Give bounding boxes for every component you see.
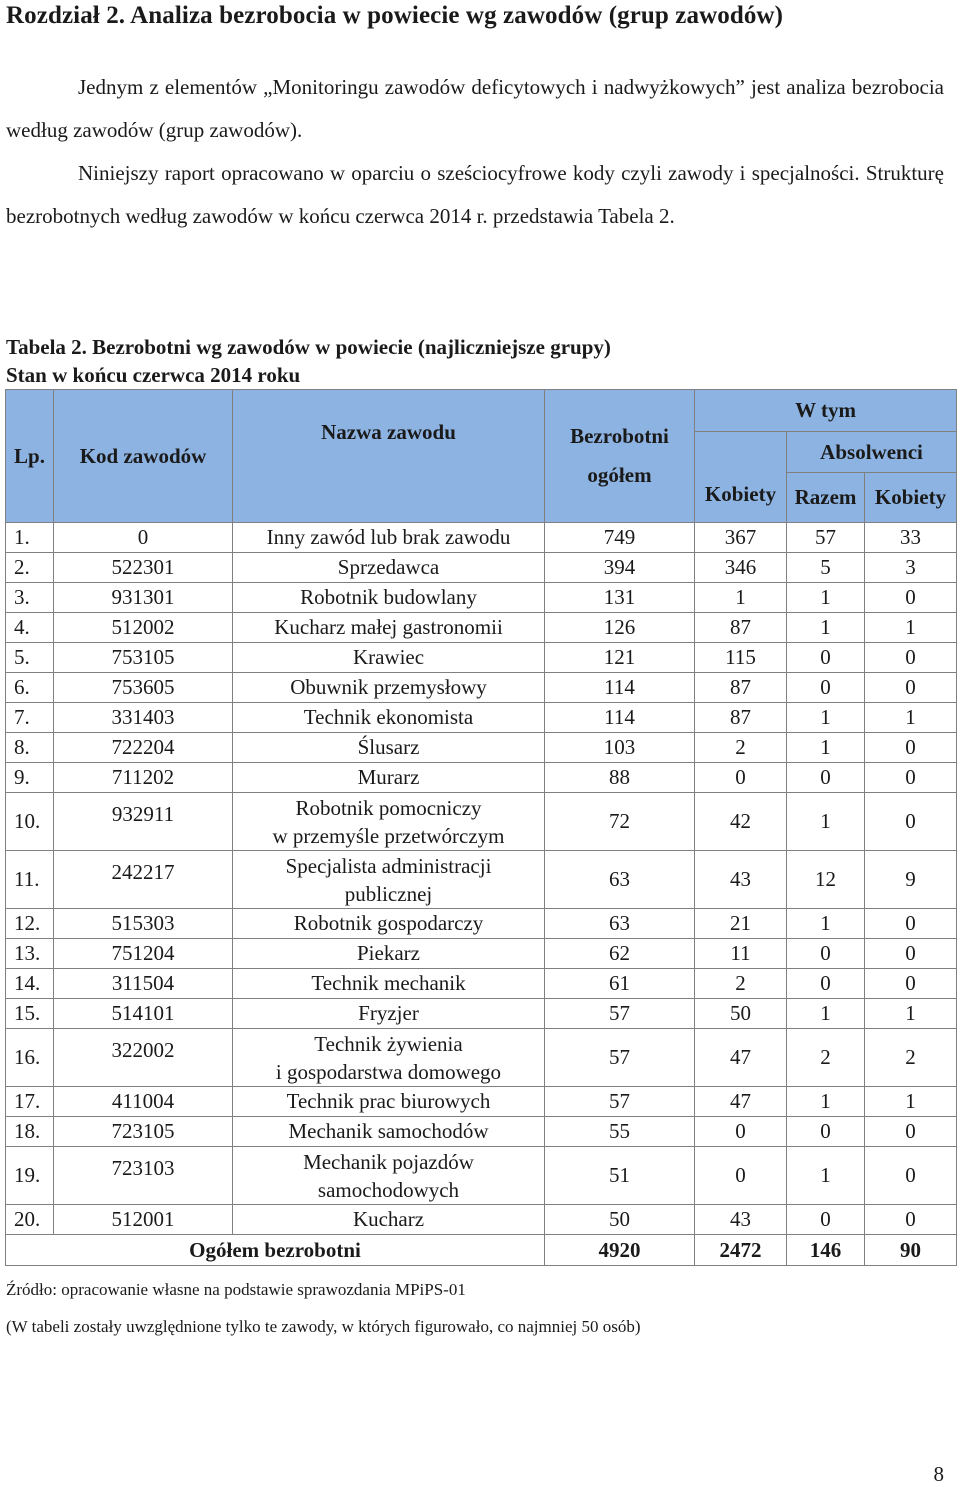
- cell-ogolem: 55: [545, 1117, 695, 1147]
- cell-abs-razem: 1: [787, 1147, 865, 1205]
- cell-nazwa: Fryzjer: [233, 999, 545, 1029]
- table-row: [6, 999, 957, 1029]
- cell-abs-kobiety: 0: [865, 643, 957, 673]
- header-absolwenci: Absolwenci: [787, 432, 957, 473]
- cell-nazwa-line2: i gospodarstwa domowego: [275, 1059, 502, 1084]
- table-row: [6, 909, 957, 939]
- cell-kod: 723105: [54, 1117, 233, 1147]
- cell-kod: 753605: [54, 673, 233, 703]
- cell-kod: 311504: [54, 969, 233, 999]
- header-w-tym: W tym: [695, 390, 957, 432]
- table-row: [6, 1029, 957, 1087]
- cell-nazwa: Ślusarz: [233, 733, 545, 763]
- cell-abs-kobiety: 0: [865, 969, 957, 999]
- cell-lp: 12.: [6, 909, 54, 939]
- cell-ogolem: 72: [545, 793, 695, 851]
- cell-abs-razem: 5: [787, 553, 865, 583]
- cell-kod: [54, 793, 233, 851]
- cell-kobiety: 346: [695, 553, 787, 583]
- cell-kod-text: 322002: [111, 1038, 175, 1062]
- intro-paragraph-2-text: Niniejszy raport opracowano w oparciu o sześciocyfrowe kody czyli zawody i specjalności. Strukturę bezrobotnych według zawodów w końcu czerwca 2014 r. przedstawia Tabela 2.: [6, 161, 944, 228]
- cell-abs-razem: 0: [787, 969, 865, 999]
- cell-nazwa: Technik ekonomista: [233, 703, 545, 733]
- cell-abs-kobiety: 2: [865, 1029, 957, 1087]
- cell-kobiety: 50: [695, 999, 787, 1029]
- cell-kod: 753105: [54, 643, 233, 673]
- total-abs-razem: 146: [787, 1235, 865, 1266]
- cell-ogolem: 126: [545, 613, 695, 643]
- cell-nazwa-line1: Technik żywienia: [314, 1031, 463, 1056]
- cell-ogolem: 57: [545, 1087, 695, 1117]
- cell-kod: 0: [54, 523, 233, 553]
- header-kobiety: Kobiety: [695, 432, 787, 523]
- header-kod: Kod zawodów: [54, 390, 233, 523]
- cell-abs-razem: 0: [787, 1117, 865, 1147]
- table-row: [6, 1147, 957, 1205]
- cell-ogolem: 57: [545, 1029, 695, 1087]
- cell-ogolem: 88: [545, 763, 695, 793]
- cell-kobiety: 2: [695, 969, 787, 999]
- intro-paragraph-1: [6, 66, 944, 152]
- cell-abs-kobiety: 1: [865, 999, 957, 1029]
- cell-lp: 4.: [6, 613, 54, 643]
- page-number: 8: [933, 1462, 944, 1486]
- header-razem: Razem: [787, 473, 865, 523]
- table-row: [6, 523, 957, 553]
- header-nazwa: Nazwa zawodu: [233, 390, 545, 523]
- header-lp: Lp.: [6, 390, 54, 523]
- cell-abs-kobiety: 0: [865, 733, 957, 763]
- cell-nazwa: Robotnik budowlany: [233, 583, 545, 613]
- cell-kobiety: 87: [695, 673, 787, 703]
- cell-nazwa-line2: w przemyśle przetwórczym: [272, 823, 505, 848]
- cell-abs-razem: 1: [787, 613, 865, 643]
- cell-kod: 751204: [54, 939, 233, 969]
- cell-kod: [54, 851, 233, 909]
- cell-ogolem: 103: [545, 733, 695, 763]
- cell-abs-razem: 0: [787, 1205, 865, 1235]
- cell-kobiety: 87: [695, 613, 787, 643]
- cell-lp: 15.: [6, 999, 54, 1029]
- cell-kobiety: 1: [695, 583, 787, 613]
- cell-abs-kobiety: 0: [865, 909, 957, 939]
- cell-nazwa: Murarz: [233, 763, 545, 793]
- cell-ogolem: 121: [545, 643, 695, 673]
- cell-abs-razem: 1: [787, 733, 865, 763]
- header-ogolem-label: ogółem: [587, 463, 652, 487]
- cell-nazwa: Technik mechanik: [233, 969, 545, 999]
- cell-kobiety: 47: [695, 1087, 787, 1117]
- cell-nazwa-line1: Mechanik pojazdów: [303, 1149, 474, 1174]
- intro-paragraph-1-text: Jednym z elementów „Monitoringu zawodów deficytowych i nadwyżkowych” jest analiza bezrobocia według zawodów (grup zawodów).: [6, 75, 944, 142]
- table-row: [6, 703, 957, 733]
- header-abs-kobiety: Kobiety: [865, 473, 957, 523]
- cell-kod-text: 723103: [111, 1156, 175, 1180]
- cell-abs-kobiety: 0: [865, 793, 957, 851]
- cell-abs-razem: 1: [787, 1087, 865, 1117]
- cell-lp: 1.: [6, 523, 54, 553]
- cell-lp: 11.: [6, 851, 54, 909]
- table-caption: Tabela 2. Bezrobotni wg zawodów w powiecie (najliczniejsze grupy): [6, 335, 611, 359]
- cell-kobiety: 0: [695, 763, 787, 793]
- table-row: [6, 1205, 957, 1235]
- cell-kod: 411004: [54, 1087, 233, 1117]
- cell-abs-razem: 57: [787, 523, 865, 553]
- cell-nazwa: Kucharz: [233, 1205, 545, 1235]
- cell-abs-razem: 2: [787, 1029, 865, 1087]
- cell-ogolem: 62: [545, 939, 695, 969]
- source-note: Źródło: opracowanie własne na podstawie sprawozdania MPiPS-01: [6, 1280, 466, 1299]
- cell-lp: 5.: [6, 643, 54, 673]
- cell-kobiety: 11: [695, 939, 787, 969]
- total-row: [6, 1235, 957, 1266]
- cell-kobiety: 43: [695, 1205, 787, 1235]
- cell-abs-razem: 0: [787, 763, 865, 793]
- cell-kobiety: 42: [695, 793, 787, 851]
- cell-kobiety: 0: [695, 1117, 787, 1147]
- table-row: [6, 1117, 957, 1147]
- cell-nazwa: Piekarz: [233, 939, 545, 969]
- total-kobiety: 2472: [695, 1235, 787, 1266]
- cell-ogolem: 114: [545, 673, 695, 703]
- cell-kod: 931301: [54, 583, 233, 613]
- cell-nazwa-line1: Specjalista administracji: [285, 853, 492, 878]
- table-row: [6, 553, 957, 583]
- table-row: [6, 939, 957, 969]
- cell-nazwa: Obuwnik przemysłowy: [233, 673, 545, 703]
- cell-ogolem: 394: [545, 553, 695, 583]
- total-ogolem: 4920: [545, 1235, 695, 1266]
- cell-kod: 512001: [54, 1205, 233, 1235]
- cell-kobiety: 115: [695, 643, 787, 673]
- cell-lp: 16.: [6, 1029, 54, 1087]
- cell-abs-kobiety: 0: [865, 1117, 957, 1147]
- header-bezrobotni-label: Bezrobotni: [570, 424, 669, 448]
- chapter-heading: Rozdział 2. Analiza bezrobocia w powiecie wg zawodów (grup zawodów): [6, 2, 784, 29]
- cell-ogolem: 50: [545, 1205, 695, 1235]
- cell-lp: 7.: [6, 703, 54, 733]
- cell-lp: 20.: [6, 1205, 54, 1235]
- cell-kod: [54, 1147, 233, 1205]
- cell-kobiety: 21: [695, 909, 787, 939]
- cell-nazwa: Mechanik samochodów: [233, 1117, 545, 1147]
- table-row: [6, 733, 957, 763]
- intro-paragraph-2: [6, 152, 944, 238]
- cell-nazwa: Inny zawód lub brak zawodu: [233, 523, 545, 553]
- cell-abs-razem: 0: [787, 939, 865, 969]
- cell-lp: 9.: [6, 763, 54, 793]
- cell-abs-kobiety: 1: [865, 703, 957, 733]
- unemployment-table: [5, 389, 957, 1266]
- cell-abs-kobiety: 0: [865, 763, 957, 793]
- cell-kobiety: 367: [695, 523, 787, 553]
- cell-nazwa: [233, 1147, 545, 1205]
- cell-kobiety: 43: [695, 851, 787, 909]
- cell-kobiety: 2: [695, 733, 787, 763]
- cell-abs-razem: 1: [787, 793, 865, 851]
- cell-kod: 515303: [54, 909, 233, 939]
- cell-kod: 512002: [54, 613, 233, 643]
- table-footnote: (W tabeli zostały uwzględnione tylko te zawody, w których figurowało, co najmniej 50 osób): [6, 1317, 641, 1336]
- cell-abs-razem: 0: [787, 643, 865, 673]
- cell-nazwa: Sprzedawca: [233, 553, 545, 583]
- cell-ogolem: 51: [545, 1147, 695, 1205]
- cell-nazwa: [233, 1029, 545, 1087]
- table-row: [6, 613, 957, 643]
- header-bezrobotni: [545, 390, 695, 523]
- table-row: [6, 673, 957, 703]
- table-row: [6, 851, 957, 909]
- cell-ogolem: 63: [545, 909, 695, 939]
- cell-abs-kobiety: 0: [865, 1205, 957, 1235]
- cell-abs-kobiety: 3: [865, 553, 957, 583]
- cell-lp: 6.: [6, 673, 54, 703]
- cell-lp: 13.: [6, 939, 54, 969]
- table-row: [6, 969, 957, 999]
- cell-kod: 711202: [54, 763, 233, 793]
- table-row: [6, 1087, 957, 1117]
- table-row: [6, 583, 957, 613]
- cell-ogolem: 749: [545, 523, 695, 553]
- cell-nazwa: Kucharz małej gastronomii: [233, 613, 545, 643]
- cell-abs-kobiety: 33: [865, 523, 957, 553]
- cell-ogolem: 131: [545, 583, 695, 613]
- cell-lp: 10.: [6, 793, 54, 851]
- cell-nazwa: [233, 851, 545, 909]
- table-row: [6, 763, 957, 793]
- cell-kod: 522301: [54, 553, 233, 583]
- cell-abs-kobiety: 1: [865, 1087, 957, 1117]
- cell-abs-razem: 0: [787, 673, 865, 703]
- table-body: [6, 523, 957, 1266]
- total-abs-kobiety: 90: [865, 1235, 957, 1266]
- cell-abs-kobiety: 0: [865, 1147, 957, 1205]
- cell-abs-razem: 1: [787, 583, 865, 613]
- cell-kod: 331403: [54, 703, 233, 733]
- cell-abs-razem: 1: [787, 703, 865, 733]
- cell-nazwa-line2: publicznej: [344, 881, 433, 906]
- total-label: Ogółem bezrobotni: [6, 1235, 545, 1266]
- cell-lp: 17.: [6, 1087, 54, 1117]
- cell-nazwa-line2: samochodowych: [317, 1177, 460, 1202]
- cell-lp: 8.: [6, 733, 54, 763]
- cell-ogolem: 63: [545, 851, 695, 909]
- cell-nazwa-line1: Robotnik pomocniczy: [295, 795, 482, 820]
- cell-lp: 2.: [6, 553, 54, 583]
- cell-abs-kobiety: 0: [865, 673, 957, 703]
- cell-abs-kobiety: 1: [865, 613, 957, 643]
- cell-lp: 19.: [6, 1147, 54, 1205]
- cell-nazwa: Technik prac biurowych: [233, 1087, 545, 1117]
- cell-lp: 3.: [6, 583, 54, 613]
- cell-abs-razem: 1: [787, 909, 865, 939]
- cell-kobiety: 47: [695, 1029, 787, 1087]
- cell-abs-kobiety: 0: [865, 939, 957, 969]
- table-row: [6, 643, 957, 673]
- cell-kod-text: 242217: [111, 860, 175, 884]
- cell-abs-razem: 1: [787, 999, 865, 1029]
- cell-ogolem: 57: [545, 999, 695, 1029]
- cell-ogolem: 114: [545, 703, 695, 733]
- cell-ogolem: 61: [545, 969, 695, 999]
- cell-kod-text: 932911: [111, 802, 175, 826]
- table-caption-date: Stan w końcu czerwca 2014 roku: [6, 363, 301, 387]
- cell-kod: 722204: [54, 733, 233, 763]
- cell-nazwa: [233, 793, 545, 851]
- cell-kod: [54, 1029, 233, 1087]
- cell-kobiety: 87: [695, 703, 787, 733]
- cell-nazwa: Robotnik gospodarczy: [233, 909, 545, 939]
- cell-kod: 514101: [54, 999, 233, 1029]
- cell-lp: 18.: [6, 1117, 54, 1147]
- cell-abs-kobiety: 0: [865, 583, 957, 613]
- cell-abs-kobiety: 9: [865, 851, 957, 909]
- table-row: [6, 793, 957, 851]
- cell-kobiety: 0: [695, 1147, 787, 1205]
- cell-abs-razem: 12: [787, 851, 865, 909]
- cell-nazwa: Krawiec: [233, 643, 545, 673]
- cell-lp: 14.: [6, 969, 54, 999]
